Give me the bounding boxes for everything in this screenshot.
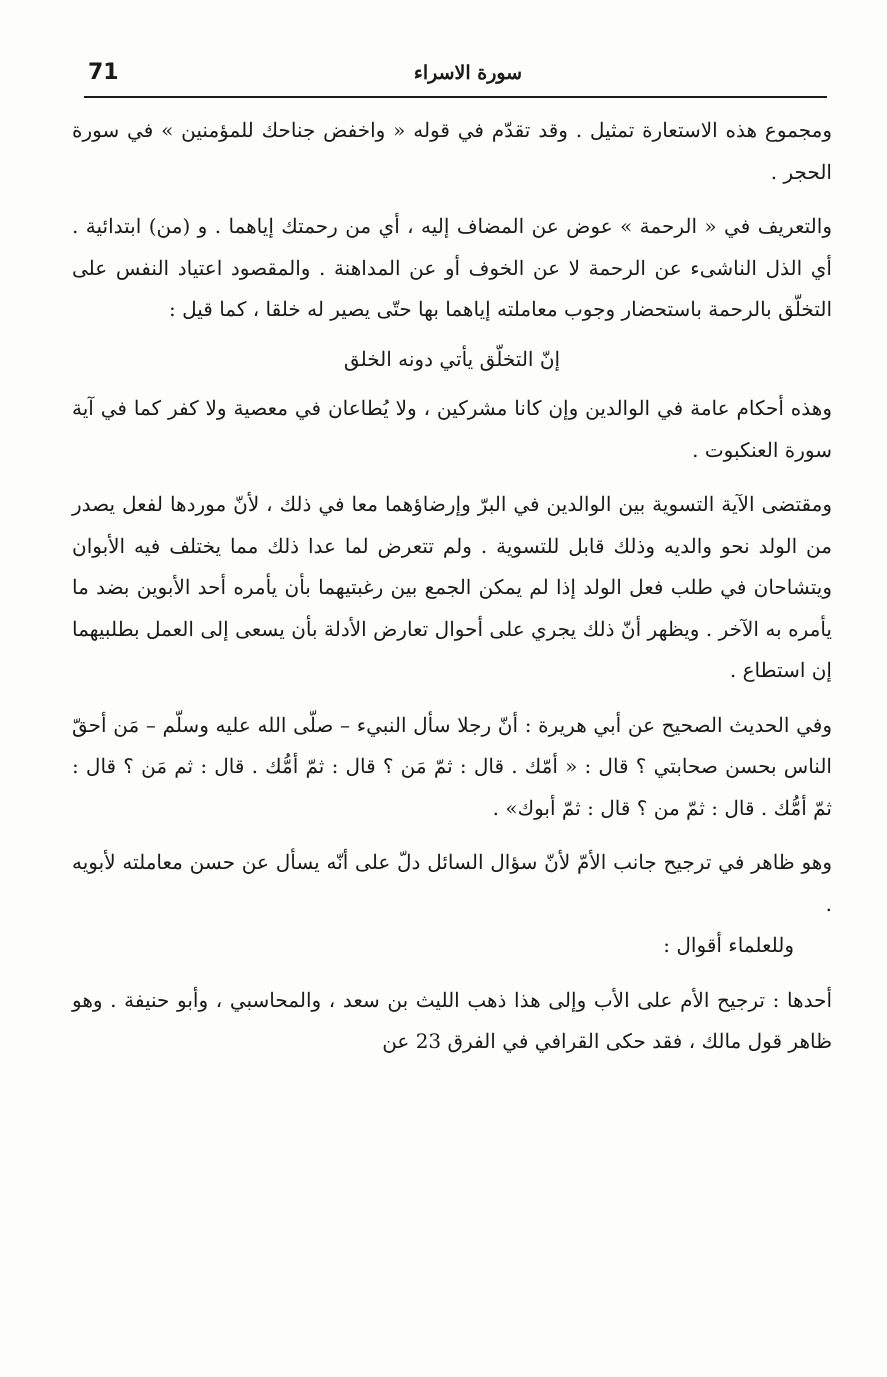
paragraph: وهذه أحكام عامة في الوالدين وإن كانا مشركين ، ولا يُطاعان في معصية ولا كفر كما في آية سورة العنكبوت . bbox=[72, 396, 832, 462]
paragraph: ومقتضى الآية التسوية بين الوالدين في البرّ وإرضاؤهما معا في ذلك ، لأنّ موردها لفعل يصدر من الولد نحو والديه وذلك قابل للتسوية . ولم تتعرض لما عدا ذلك مما يختلف فيه الأبوان ويتشاحان في طلب فعل الولد إذا لم يمكن الجمع بين رغبتيهما بأن يأمره أحد الأبوين بضد ما يأمره به الآخر . ويظهر أنّ ذلك يجري على أحوال تعارض الأدلة بأن يسعى إلى العمل بطلبيهما إن استطاع . bbox=[72, 492, 832, 682]
paragraph: وفي الحديث الصحيح عن أبي هريرة : أنّ رجلا سأل النبيء – صلّى الله عليه وسلّم – مَن أحقّ الناس بحسن صحابتي ؟ قال : « أمّك . قال : ثمّ مَن ؟ قال : ثمّ أمُّك . قال : ثم مَن ؟ قال : ثمّ أمُّك . قال : ثمّ من ؟ قال : ثمّ أبوك» . bbox=[72, 712, 832, 820]
header-rule bbox=[84, 96, 827, 98]
paragraph: وهو ظاهر في ترجيح جانب الأمّ لأنّ سؤال السائل دلّ على أنّه يسأل عن حسن معاملته لأبويه . bbox=[72, 850, 832, 916]
body-text bbox=[72, 110, 832, 1063]
paragraph: والتعريف في « الرحمة » عوض عن المضاف إليه ، أي من رحمتك إياهما . و (من) ابتدائية . أي الذل الناشىء عن الرحمة لا عن الخوف أو عن المداهنة . والمقصود اعتياد النفس على التخلّق بالرحمة باستحضار وجوب معاملته إياهما بها حتّى يصير له خلقا ، كما قيل : bbox=[72, 214, 832, 321]
running-title: سورة الاسراء bbox=[413, 62, 523, 84]
paragraph: وللعلماء أقوال : bbox=[663, 933, 794, 957]
page-header bbox=[88, 58, 826, 98]
verse-quote: إنّ التخلّق يأتي دونه الخلق bbox=[343, 346, 561, 371]
paragraph: أحدها : ترجيح الأم على الأب وإلى هذا ذهب الليث بن سعد ، والمحاسبي ، وأبو حنيفة . وهو ظاهر قول مالك ، فقد حكى القرافي في الفرق 23 عن bbox=[72, 987, 832, 1053]
page-number: 71 bbox=[88, 60, 119, 85]
paragraph: ومجموع هذه الاستعارة تمثيل . وقد تقدّم في قوله « واخفض جناحك للمؤمنين » في سورة الحجر . bbox=[72, 118, 832, 184]
